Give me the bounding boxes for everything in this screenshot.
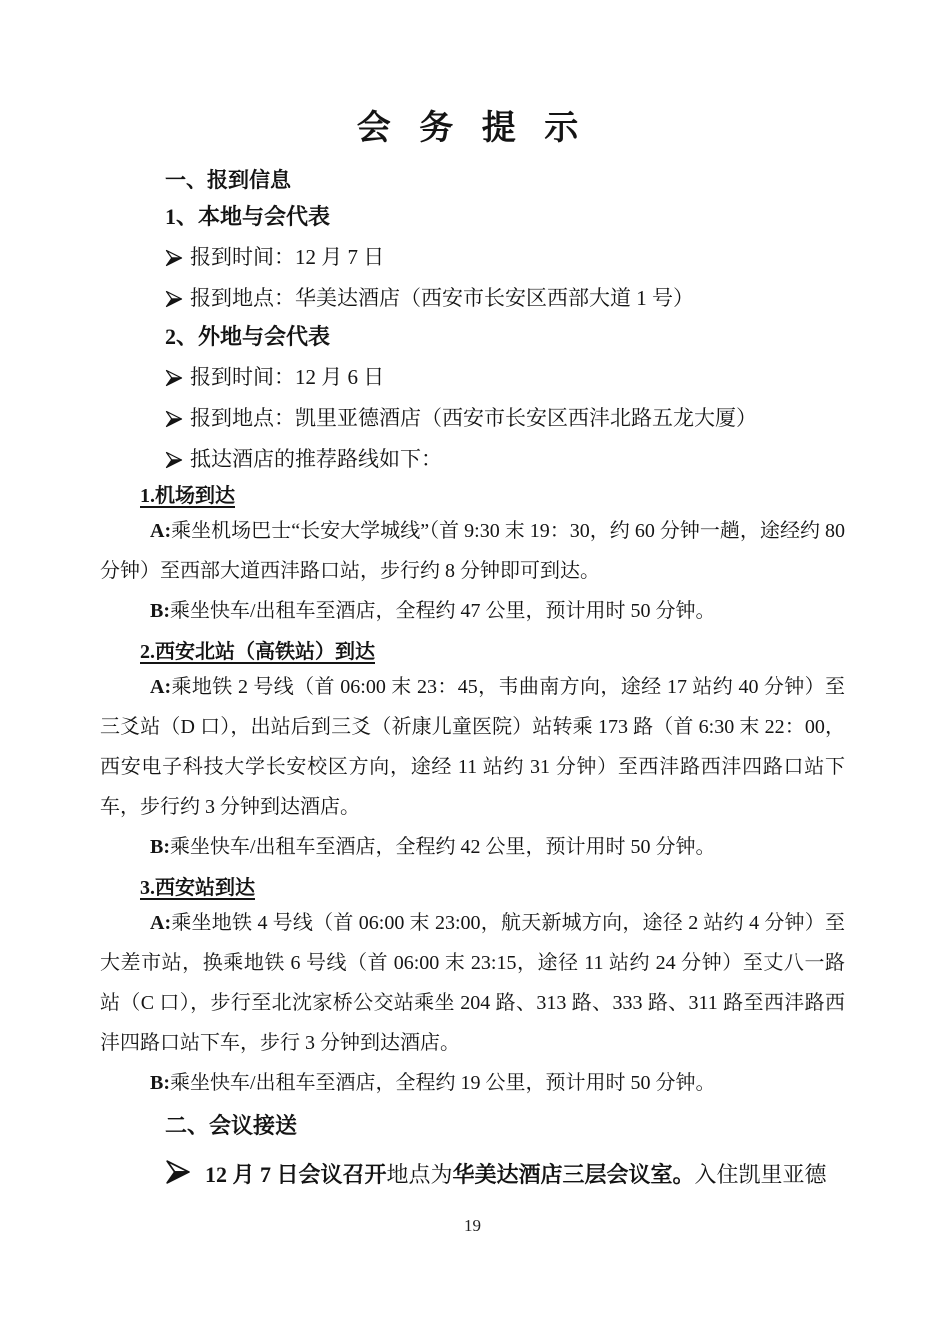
option-a-text: 乘坐机场巴士“长安大学城线”（首 9:30 末 19：30，约 60 分钟一趟，途经约 80 分钟）至西部大道西沣路口站，步行约 8 分钟即可到达。 bbox=[100, 520, 845, 582]
arrow-bullet-icon bbox=[165, 290, 183, 308]
bullet-recommended-routes bbox=[165, 444, 845, 475]
bullet-checkin-place-local bbox=[165, 283, 845, 314]
bullet-checkin-place-nonlocal bbox=[165, 403, 845, 434]
shuttle-connector-segment: 地点为 bbox=[386, 1162, 453, 1187]
section-heading-shuttle: 二、会议接送 bbox=[165, 1113, 298, 1138]
arrow-bullet-icon bbox=[165, 451, 183, 469]
option-a-text: 乘地铁 2 号线（首 06:00 末 23：45，韦曲南方向，途经 17 站约 40 分钟）至三爻站（D 口），出站后到三爻（祈康儿童医院）站转乘 173 路（首 6:30 末 22：00，西安电子科技大学长安校区方向，途经 11 站约 31 分钟）至西沣路西沣四路口站下车，步行约 3 分钟到达酒店。 bbox=[100, 676, 845, 818]
option-b-prefix: B: bbox=[150, 600, 170, 622]
route-xian-station-option-a bbox=[100, 903, 845, 1063]
bullet-checkin-time-local bbox=[165, 242, 845, 273]
bullet-text: 报到地点：凯里亚德酒店（西安市长安区西沣北路五龙大厦） bbox=[190, 406, 757, 430]
shuttle-info-text bbox=[205, 1153, 827, 1197]
shuttle-date-segment: 12 月 7 日会议召开 bbox=[205, 1162, 387, 1187]
option-a-prefix: A: bbox=[150, 676, 172, 698]
route-airport-option-b bbox=[100, 591, 845, 631]
bullet-text: 抵达酒店的推荐路线如下： bbox=[190, 447, 442, 471]
shuttle-tail-segment: 入住凯里亚德 bbox=[694, 1162, 827, 1187]
bullet-text: 报到时间：12 月 7 日 bbox=[190, 245, 385, 269]
option-b-prefix: B: bbox=[150, 836, 170, 858]
route-heading-north-station: 2.西安北站（高铁站）到达 bbox=[140, 641, 375, 663]
shuttle-venue-segment: 华美达酒店三层会议室。 bbox=[452, 1162, 695, 1187]
route-heading-xian-station: 3.西安站到达 bbox=[140, 877, 255, 899]
arrow-bullet-icon bbox=[165, 1159, 191, 1185]
route-north-station-option-b bbox=[100, 827, 845, 867]
arrow-bullet-icon bbox=[165, 369, 183, 387]
option-b-text: 乘坐快车/出租车至酒店，全程约 19 公里，预计用时 50 分钟。 bbox=[170, 1072, 716, 1094]
option-b-text: 乘坐快车/出租车至酒店，全程约 47 公里，预计用时 50 分钟。 bbox=[170, 600, 716, 622]
page-title: 会 务 提 示 bbox=[356, 110, 589, 147]
section-heading-registration-info: 一、报到信息 bbox=[165, 168, 291, 192]
bullet-text: 报到地点：华美达酒店（西安市长安区西部大道 1 号） bbox=[190, 286, 694, 310]
option-b-prefix: B: bbox=[150, 1072, 170, 1094]
route-xian-station-option-b bbox=[100, 1063, 845, 1103]
option-b-text: 乘坐快车/出租车至酒店，全程约 42 公里，预计用时 50 分钟。 bbox=[170, 836, 716, 858]
route-airport-option-a bbox=[100, 511, 845, 591]
arrow-bullet-icon bbox=[165, 249, 183, 267]
route-north-station-option-a bbox=[100, 667, 845, 827]
option-a-prefix: A: bbox=[150, 520, 172, 542]
arrow-bullet-icon bbox=[165, 410, 183, 428]
option-a-text: 乘坐地铁 4 号线（首 06:00 末 23:00，航天新城方向，途径 2 站约 4 分钟）至大差市站，换乘地铁 6 号线（首 06:00 末 23:15，途径 11 站约 24 分钟）至丈八一路站（C 口），步行至北沈家桥公交站乘坐 204 路、313 路、333 路、311 路至西沣路西沣四路口站下车，步行 3 分钟到达酒店。 bbox=[100, 912, 845, 1054]
route-heading-airport: 1.机场到达 bbox=[140, 485, 235, 507]
bullet-checkin-time-nonlocal bbox=[165, 362, 845, 393]
sub-heading-local-delegates: 1、本地与会代表 bbox=[165, 204, 331, 229]
option-a-prefix: A: bbox=[150, 912, 172, 934]
page-number: 19 bbox=[464, 1216, 481, 1235]
bullet-text: 报到时间：12 月 6 日 bbox=[190, 365, 385, 389]
document-content bbox=[0, 104, 945, 1197]
sub-heading-nonlocal-delegates: 2、外地与会代表 bbox=[165, 324, 331, 349]
shuttle-info-line bbox=[165, 1153, 845, 1197]
